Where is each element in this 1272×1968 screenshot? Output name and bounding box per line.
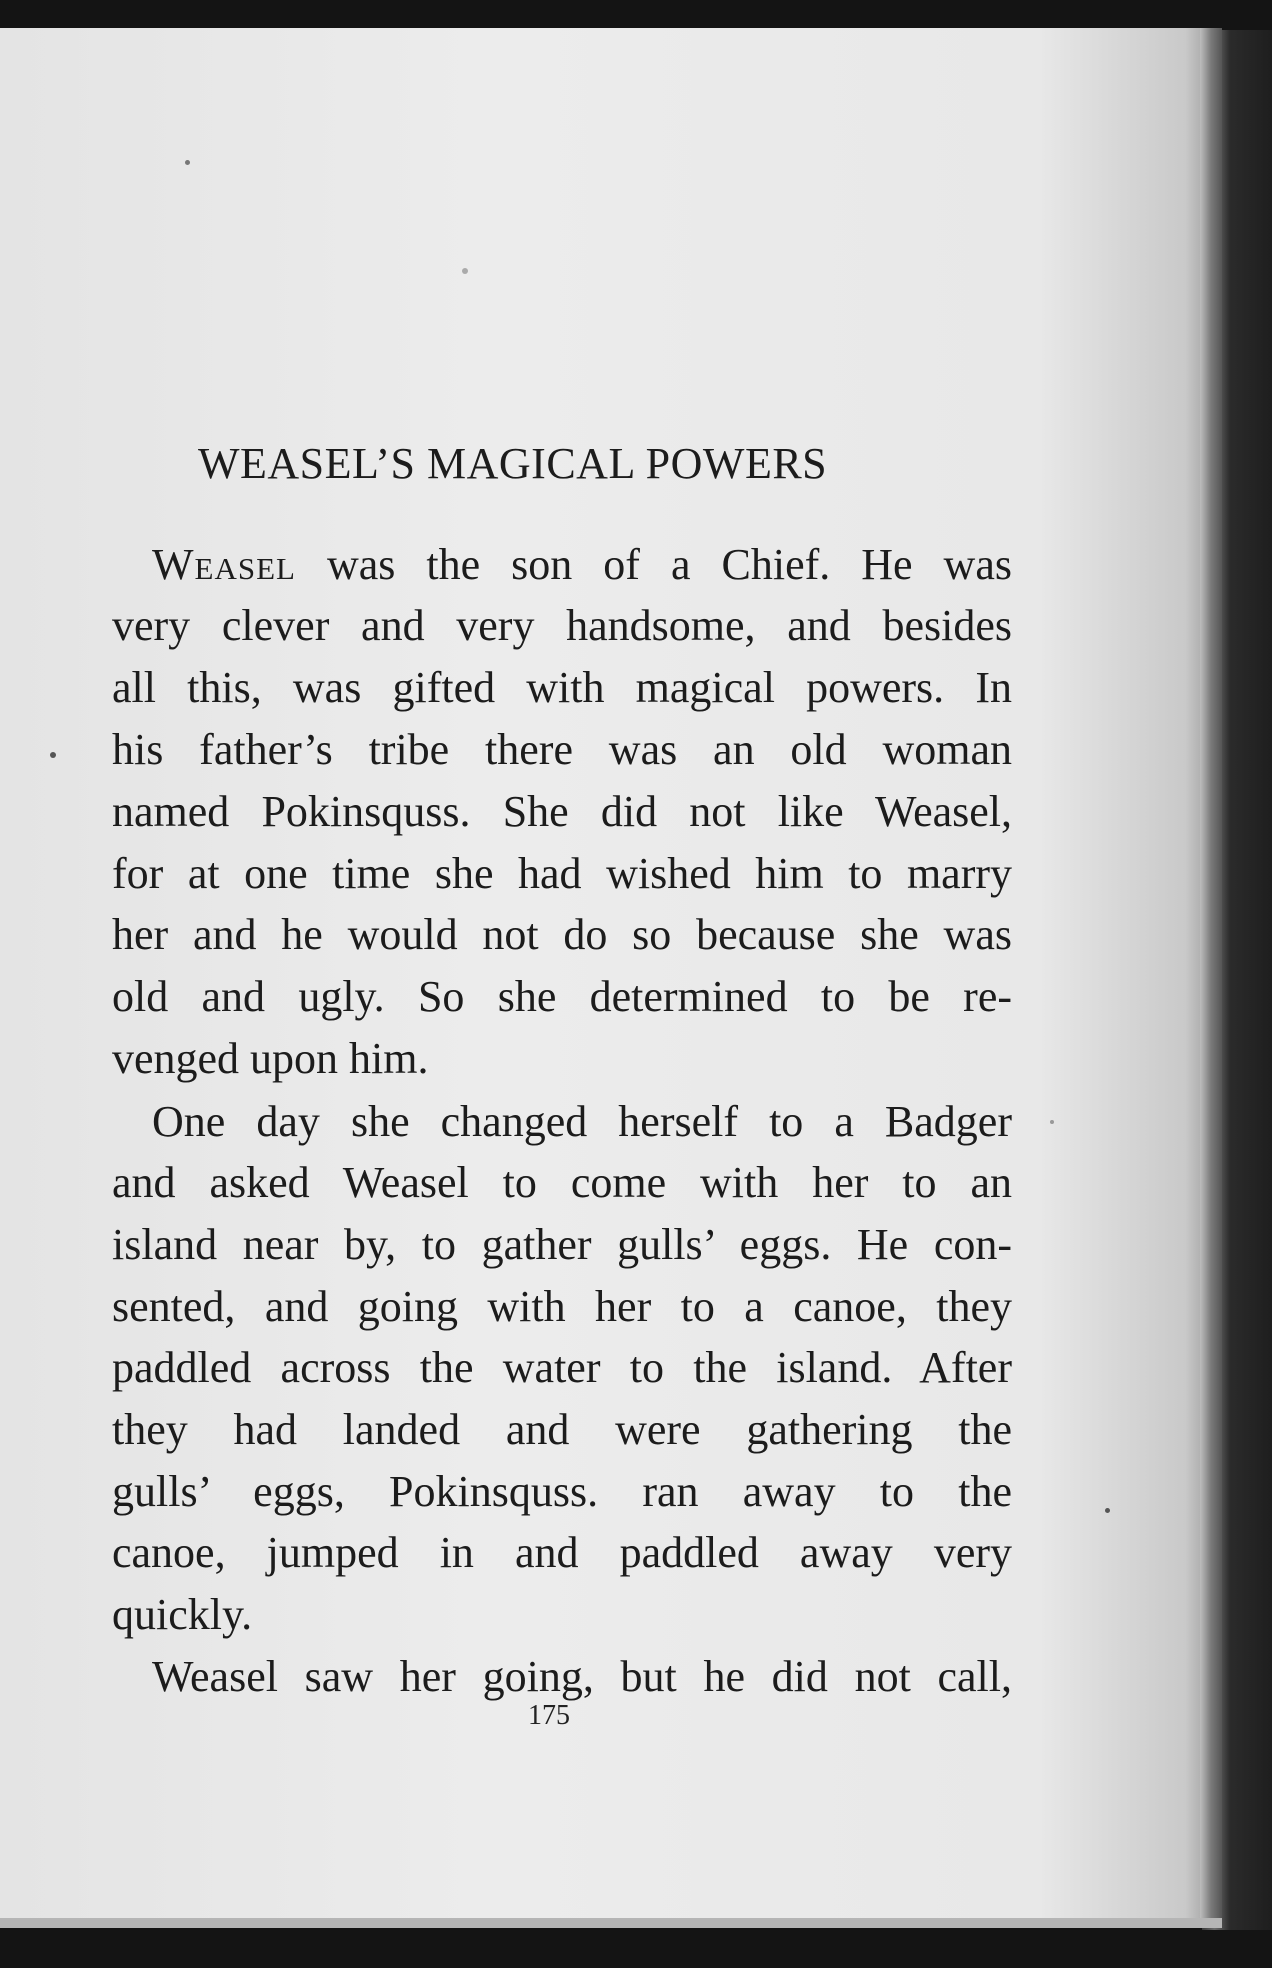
text-line: island near by, to gather gulls’ eggs. He con- xyxy=(112,1220,1012,1269)
text-line: venged upon him. xyxy=(112,1034,429,1083)
text-line: named Pokinsquss. She did not like Weasel, xyxy=(112,787,1012,836)
text-line: canoe, jumped in and paddled away very xyxy=(112,1528,1012,1577)
text-line: paddled across the water to the island. After xyxy=(112,1343,1012,1392)
text-line: sented, and going with her to a canoe, they xyxy=(112,1282,1012,1331)
first-line-rest: was the son of a Chief. He was xyxy=(295,540,1012,589)
text-line: her and he would not do so because she was xyxy=(112,910,1012,959)
dust-speck xyxy=(1105,1508,1110,1513)
text-line: and asked Weasel to come with her to an xyxy=(112,1158,1012,1207)
page-number: 175 xyxy=(528,1700,570,1731)
text-line: quickly. xyxy=(112,1590,253,1639)
text-line: very clever and very handsome, and besides xyxy=(112,601,1012,650)
text-line xyxy=(152,534,1012,596)
text-line: his father’s tribe there was an old woman xyxy=(112,725,1012,774)
dust-speck xyxy=(462,268,468,274)
text-line: they had landed and were gathering the xyxy=(112,1405,1012,1454)
text-line: old and ugly. So she determined to be re- xyxy=(112,972,1012,1021)
chapter-title: WEASEL’S MAGICAL POWERS xyxy=(198,439,828,488)
text-line: Weasel saw her going, but he did not call, xyxy=(152,1652,1012,1701)
text-line: gulls’ eggs, Pokinsquss. ran away to the xyxy=(112,1467,1012,1516)
page-gutter-shadow xyxy=(1200,28,1222,1918)
lead-word: Weasel xyxy=(152,540,296,589)
dust-speck xyxy=(185,160,190,165)
text-line: all this, was gifted with magical powers. In xyxy=(112,663,1012,712)
dust-speck xyxy=(50,752,56,758)
text-line: One day she changed herself to a Badger xyxy=(152,1097,1012,1146)
dust-speck xyxy=(1050,1120,1054,1124)
text-line: for at one time she had wished him to marry xyxy=(112,849,1012,898)
